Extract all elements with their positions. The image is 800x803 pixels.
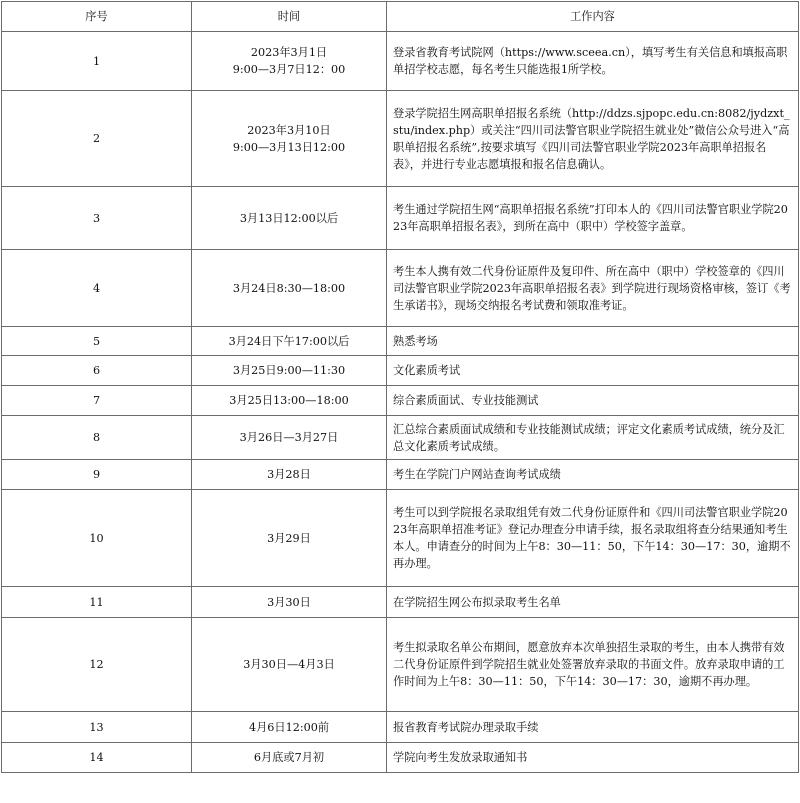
row-no: 4 (2, 250, 192, 327)
row-no: 7 (2, 386, 192, 416)
row-content: 考生通过学院招生网“高职单招报名系统”打印本人的《四川司法警官职业学院2023年高职单招报名表》，到所在高中（职中）学校签字盖章。 (387, 187, 799, 250)
row-time (192, 32, 387, 91)
table-row (2, 743, 799, 773)
row-no: 5 (2, 327, 192, 356)
row-no: 8 (2, 416, 192, 460)
row-no: 9 (2, 460, 192, 490)
row-content: 综合素质面试、专业技能测试 (387, 386, 799, 416)
row-no: 6 (2, 356, 192, 386)
table-row (2, 460, 799, 490)
row-content: 考生本人携有效二代身份证原件及复印件、所在高中（职中）学校签章的《四川司法警官职业学院2023年高职单招报名表》到学院进行现场资格审核，签订《考生承诺书》，现场交纳报名考试费和领取准考证。 (387, 250, 799, 327)
row-time: 3月28日 (192, 460, 387, 490)
row-content: 考生在学院门户网站查询考试成绩 (387, 460, 799, 490)
row-time: 3月30日 (192, 587, 387, 618)
row-time: 3月25日13:00—18:00 (192, 386, 387, 416)
row-time: 3月29日 (192, 490, 387, 587)
row-time: 3月26日—3月27日 (192, 416, 387, 460)
table-row (2, 712, 799, 743)
row-time: 3月30日—4月3日 (192, 618, 387, 712)
row-no: 11 (2, 587, 192, 618)
table-row (2, 187, 799, 250)
row-no: 2 (2, 91, 192, 187)
table-row (2, 32, 799, 91)
table-row (2, 618, 799, 712)
row-time: 3月24日下午17:00以后 (192, 327, 387, 356)
row-time: 3月25日9:00—11:30 (192, 356, 387, 386)
time-line: 2023年3月10日 (247, 123, 331, 137)
row-content: 报省教育考试院办理录取手续 (387, 712, 799, 743)
row-content: 文化素质考试 (387, 356, 799, 386)
row-no: 3 (2, 187, 192, 250)
row-no: 1 (2, 32, 192, 91)
table-row (2, 356, 799, 386)
row-time: 6月底或7月初 (192, 743, 387, 773)
header-content: 工作内容 (387, 2, 799, 32)
row-content: 登录省教育考试院网（https://www.sceea.cn），填写考生有关信息和填报高职单招学校志愿，每名考生只能选报1所学校。 (387, 32, 799, 91)
row-no: 12 (2, 618, 192, 712)
time-line: 9:00—3月7日12：00 (232, 63, 346, 76)
row-time (192, 91, 387, 187)
row-content: 熟悉考场 (387, 327, 799, 356)
schedule-table (1, 1, 799, 773)
row-no: 13 (2, 712, 192, 743)
row-content: 登录学院招生网高职单招报名系统（http://ddzs.sjpopc.edu.cn:8082/jydzxt_stu/index.php）或关注“四川司法警官职业学院招生就业处”微信公众号进入“高职单招报名系统”,按要求填写《四川司法警官职业学院2023年高职单招报名表》，并进行专业志愿填报和报名信息确认。 (387, 91, 799, 187)
row-content: 在学院招生网公布拟录取考生名单 (387, 587, 799, 618)
row-content: 学院向考生发放录取通知书 (387, 743, 799, 773)
table-row (2, 91, 799, 187)
time-line: 9:00—3月13日12:00 (232, 140, 346, 154)
table-row (2, 416, 799, 460)
row-time: 4月6日12:00前 (192, 712, 387, 743)
row-time: 3月13日12:00以后 (192, 187, 387, 250)
header-time: 时间 (192, 2, 387, 32)
table-row (2, 587, 799, 618)
row-no: 14 (2, 743, 192, 773)
row-content: 考生可以到学院报名录取组凭有效二代身份证原件和《四川司法警官职业学院2023年高职单招准考证》登记办理查分申请手续，报名录取组将查分结果通知考生本人。申请查分的时间为上午8：30—11：50，下午14：30—17：30，逾期不再办理。 (387, 490, 799, 587)
table-row (2, 250, 799, 327)
table-row (2, 386, 799, 416)
table-row (2, 327, 799, 356)
row-no: 10 (2, 490, 192, 587)
time-line: 2023年3月1日 (250, 46, 328, 59)
row-content: 考生拟录取名单公布期间，愿意放弃本次单独招生录取的考生，由本人携带有效二代身份证原件到学院招生就业处签署放弃录取的书面文件。放弃录取申请的工作时间为上午8：30—11：50，下午14：30—17：30，逾期不再办理。 (387, 618, 799, 712)
row-content: 汇总综合素质面试成绩和专业技能测试成绩；评定文化素质考试成绩，统分及汇总文化素质考试成绩。 (387, 416, 799, 460)
table-row (2, 490, 799, 587)
header-row (2, 2, 799, 32)
header-no: 序号 (2, 2, 192, 32)
row-time: 3月24日8:30—18:00 (192, 250, 387, 327)
